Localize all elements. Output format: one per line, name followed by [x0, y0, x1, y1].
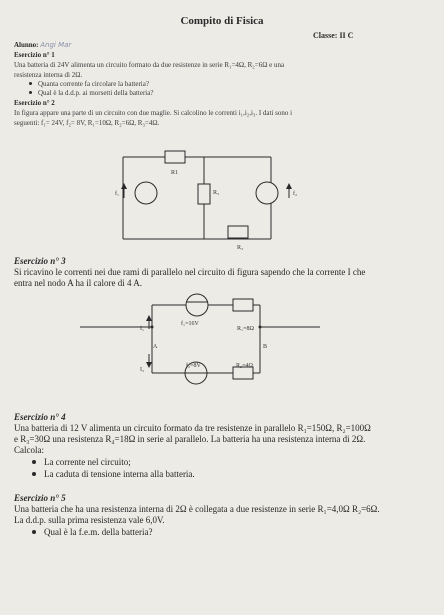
- exercise-2-heading: Esercizio n° 2: [14, 99, 55, 107]
- exercise-1-heading: Esercizio n° 1: [14, 51, 55, 59]
- exercise-2-text-line2: seguenti: f₁= 24V, f₂= 8V, R₁=10Ω, R₂=6Ω, R₃=4Ω.: [14, 119, 160, 127]
- exercise-5-question-1: Qual è la f.e.m. della batteria?: [44, 527, 153, 537]
- bullet: [32, 460, 36, 464]
- label-f2: f₂: [293, 191, 298, 197]
- exercise-5-text-line1: Una batteria che ha una resistenza interna di 2Ω è collegata a due resistenze in serie R₁=4,0Ω R₂=6Ω.: [14, 504, 380, 514]
- resistor-r1: [233, 299, 253, 311]
- label-r1: R1: [171, 170, 179, 176]
- exercise-5-heading: Esercizio n° 5: [14, 493, 66, 503]
- label-r2: R₂=4Ω: [236, 363, 253, 369]
- exercise-1-question-1: Quanta corrente fa circolare la batteria?: [38, 80, 149, 88]
- exercise-3-heading: Esercizio n° 3: [14, 256, 66, 266]
- class-label: Classe: II C: [313, 31, 354, 40]
- label-f2: f₂=8V: [186, 363, 201, 369]
- label-r2: R₂: [237, 245, 244, 251]
- label-r1: R₁=8Ω: [237, 326, 254, 332]
- source-f1: [186, 294, 208, 316]
- label-node-b: B: [263, 344, 268, 350]
- exercise-5-text-line2: La d.d.p. sulla prima resistenza vale 6,0V.: [14, 515, 165, 525]
- label-r3: R₃: [213, 190, 220, 196]
- exercise-3-text-line1: Si ricavino le correnti nei due rami di parallelo nel circuito di figura sapendo che la corrente I che: [14, 267, 366, 277]
- exercise-4-question-2: La caduta di tensione interna alla batteria.: [44, 469, 195, 479]
- exercise-4-text-line2: e R₃=30Ω una resistenza R₄=18Ω in serie al parallelo. La batteria ha una resistenza interna di 2Ω.: [14, 434, 366, 444]
- label-i2: I₂: [140, 367, 145, 373]
- label-i1: I₁: [140, 326, 145, 332]
- bullet: [32, 530, 36, 534]
- exercise-2-text-line1: In figura appare una parte di un circuito con due maglie. Si calcolino le correnti i₁,i₂,i₃. I dati sono i: [14, 109, 293, 117]
- student-name-handwritten: Angi Mar: [40, 41, 72, 49]
- exercise-1-text-line2: resistenza interna di 2Ω.: [14, 71, 83, 79]
- label-f1: f₁: [115, 191, 120, 197]
- label-node-a: A: [153, 344, 158, 350]
- exercise-4-text-line3: Calcola:: [14, 445, 44, 455]
- label-f1: f₁=16V: [181, 321, 199, 327]
- exercise-1-text-line1: Una batteria di 24V alimenta un circuito formato da due resistenze in serie R₁=4Ω, R₂=6Ω e una: [14, 61, 285, 69]
- bullet: [32, 472, 36, 476]
- exercise-1-question-2: Qual è la d.d.p. ai morsetti della batteria?: [38, 89, 154, 97]
- exercise-4-text-line1: Una batteria di 12 V alimenta un circuito formato da tre resistenze in parallelo R₁=150Ω, R₂=100Ω: [14, 423, 371, 433]
- student-label: Alunno:: [14, 41, 39, 49]
- exercise-4-heading: Esercizio n° 4: [14, 412, 66, 422]
- page-title: Compito di Fisica: [180, 15, 264, 27]
- exercise-3-text-line2: entra nel nodo A ha il calore di 4 A.: [14, 278, 142, 288]
- exercise-4-question-1: La corrente nel circuito;: [44, 457, 131, 467]
